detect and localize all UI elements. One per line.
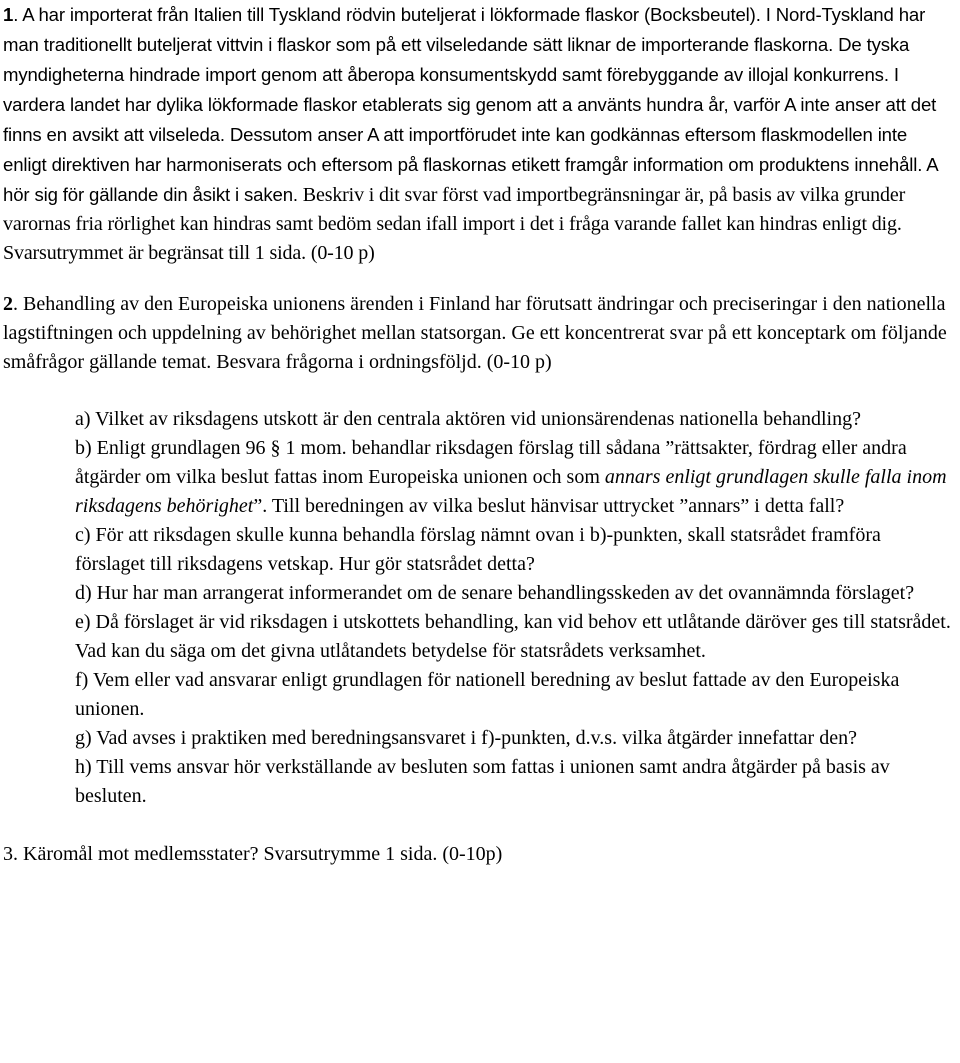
subquestion-d: d) Hur har man arrangerat informerandet om de senare behandlingsskeden av det ovannämnda förslaget? (75, 582, 915, 604)
subquestion-f: f) Vem eller vad ansvarar enligt grundlagen för nationell beredning av beslut fattade av den Europeiska unionen. (75, 669, 900, 720)
question-2 (3, 290, 955, 377)
question-1-task: Beskriv i dit svar först vad importbegränsningar är, på basis av vilka grunder varornas fria rörlighet kan hindras samt bedöm sedan ifall import i det i fråga varande fallet kan hindras enligt dig. Svarsutrymmet är begränsat till 1 sida. (0-10 p) (3, 184, 906, 264)
question-1-number: 1 (3, 4, 14, 25)
subquestion-c: c) För att riksdagen skulle kunna behandla förslag nämnt ovan i b)-punkten, skall statsrådet framföra förslaget till riksdagens vetskap. Hur gör statsrådet detta? (75, 524, 881, 575)
question-2-text: . Behandling av den Europeiska unionens ärenden i Finland har förutsatt ändringar och preciseringar i den nationella lagstiftningen och uppdelning av behörighet mellan statsorgan. Ge ett koncentrerat svar på ett konceptark om följande småfrågor gällande temat. Besvara frågorna i ordningsföljd. (0-10 p) (3, 293, 947, 373)
subquestion-b-lead: b) Enligt grundlagen 96 § 1 mom. behandlar riksdagen förslag till sådana ”rättsakter, fördrag eller andra åtgärder om vilka beslut fattas inom Europeiska unionen och som (75, 437, 907, 488)
question-1-scenario: . A har importerat från Italien till Tyskland rödvin buteljerat i lökformade flaskor (Bocksbeutel). I Nord-Tyskland har man traditionellt buteljerat vittvin i flaskor som på ett vilseledande sätt liknar de importerande flaskorna. De tyska myndigheterna hindrade import genom att åberopa konsumentskydd samt förebyggande av illojal konkurrens. I vardera landet har dylika lökformade flaskor etablerats sig genom att a använts hundra år, varför A inte anser att det finns en avsikt att vilseleda. Dessutom anser A att importförudet inte kan godkännas eftersom flaskmodellen inte enligt direktiven har harmoniserats och eftersom på flaskornas etikett framgår information om produktens innehåll. A hör sig för gällande din åsikt i saken. (3, 4, 938, 205)
subquestion-b-quote: annars enligt grundlagen skulle falla inom riksdagens behörighet (75, 466, 947, 517)
question-1 (3, 0, 955, 268)
subquestion-g: g) Vad avses i praktiken med beredningsansvaret i f)-punkten, d.v.s. vilka åtgärder innefattar den? (75, 727, 857, 749)
subquestion-h: h) Till vems ansvar hör verkställande av besluten som fattas i unionen samt andra åtgärder på basis av besluten. (75, 756, 890, 807)
question-2-subquestions (75, 405, 955, 811)
subquestion-e: e) Då förslaget är vid riksdagen i utskottets behandling, kan vid behov ett utlåtande däröver ges till statsrådet. Vad kan du säga om det givna utlåtandets betydelse för statsrådets verksamhet. (75, 611, 951, 662)
question-3: 3. Käromål mot medlemsstater? Svarsutrymme 1 sida. (0-10p) (3, 843, 503, 865)
subquestion-b-tail: ”. Till beredningen av vilka beslut hänvisar uttrycket ”annars” i detta fall? (253, 495, 845, 517)
document-page (3, 0, 955, 869)
question-2-number: 2 (3, 293, 13, 315)
subquestion-a: a) Vilket av riksdagens utskott är den centrala aktören vid unionsärendenas nationella behandling? (75, 408, 861, 430)
subquestion-b (75, 434, 955, 521)
